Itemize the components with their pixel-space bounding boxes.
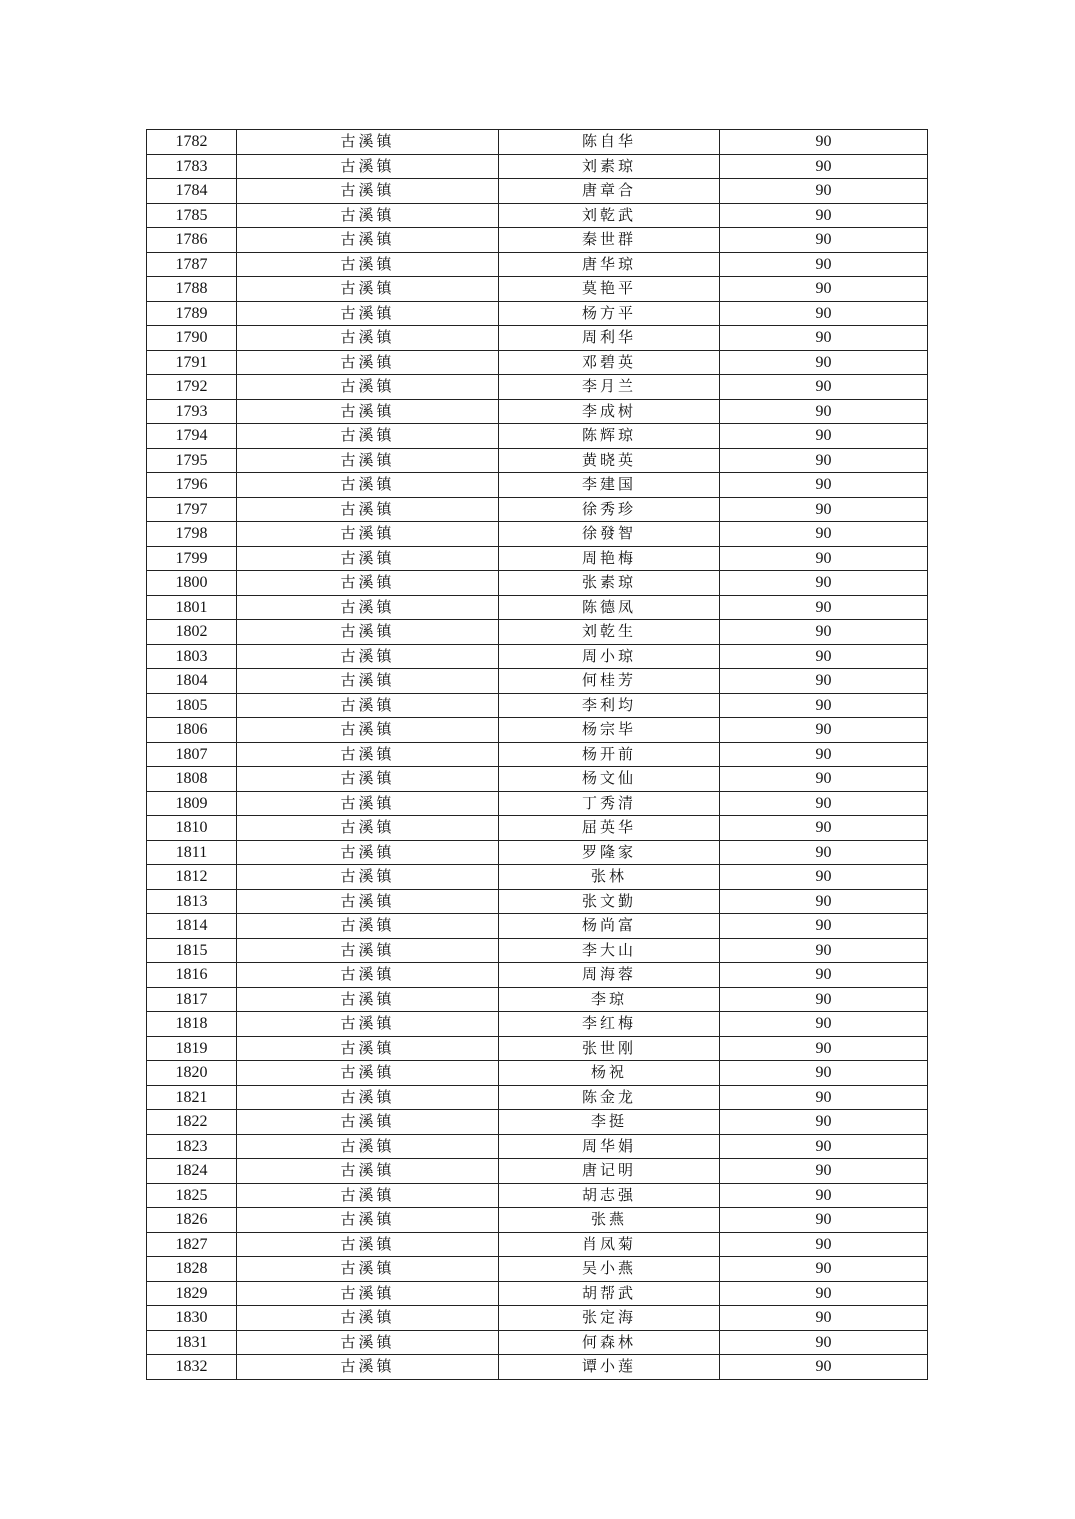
cell-town: 古溪镇 <box>237 252 499 277</box>
cell-amount: 90 <box>720 1355 928 1380</box>
cell-amount: 90 <box>720 963 928 988</box>
cell-person-name: 杨尚富 <box>499 914 720 939</box>
cell-person-name: 李成树 <box>499 399 720 424</box>
cell-serial-number: 1783 <box>147 154 237 179</box>
cell-town: 古溪镇 <box>237 571 499 596</box>
cell-town: 古溪镇 <box>237 669 499 694</box>
cell-amount: 90 <box>720 448 928 473</box>
cell-serial-number: 1793 <box>147 399 237 424</box>
cell-serial-number: 1814 <box>147 914 237 939</box>
cell-amount: 90 <box>720 889 928 914</box>
cell-person-name: 杨文仙 <box>499 767 720 792</box>
cell-amount: 90 <box>720 497 928 522</box>
cell-amount: 90 <box>720 767 928 792</box>
cell-person-name: 张定海 <box>499 1306 720 1331</box>
table-row <box>147 914 928 939</box>
table-row <box>147 424 928 449</box>
cell-person-name: 张文勤 <box>499 889 720 914</box>
cell-amount: 90 <box>720 669 928 694</box>
table-row <box>147 130 928 155</box>
cell-town: 古溪镇 <box>237 718 499 743</box>
cell-serial-number: 1787 <box>147 252 237 277</box>
cell-amount: 90 <box>720 130 928 155</box>
table-row <box>147 1330 928 1355</box>
cell-serial-number: 1819 <box>147 1036 237 1061</box>
cell-town: 古溪镇 <box>237 399 499 424</box>
cell-amount: 90 <box>720 718 928 743</box>
cell-amount: 90 <box>720 546 928 571</box>
cell-amount: 90 <box>720 1306 928 1331</box>
cell-person-name: 唐章合 <box>499 179 720 204</box>
cell-person-name: 李琼 <box>499 987 720 1012</box>
cell-amount: 90 <box>720 938 928 963</box>
cell-person-name: 罗隆家 <box>499 840 720 865</box>
cell-serial-number: 1785 <box>147 203 237 228</box>
cell-amount: 90 <box>720 840 928 865</box>
cell-town: 古溪镇 <box>237 350 499 375</box>
cell-town: 古溪镇 <box>237 963 499 988</box>
table-row <box>147 963 928 988</box>
cell-town: 古溪镇 <box>237 228 499 253</box>
cell-person-name: 谭小莲 <box>499 1355 720 1380</box>
cell-town: 古溪镇 <box>237 277 499 302</box>
cell-serial-number: 1799 <box>147 546 237 571</box>
cell-person-name: 周海蓉 <box>499 963 720 988</box>
table-row <box>147 1134 928 1159</box>
cell-town: 古溪镇 <box>237 1183 499 1208</box>
cell-town: 古溪镇 <box>237 767 499 792</box>
cell-town: 古溪镇 <box>237 816 499 841</box>
cell-serial-number: 1810 <box>147 816 237 841</box>
table-row <box>147 718 928 743</box>
cell-serial-number: 1831 <box>147 1330 237 1355</box>
table-row <box>147 791 928 816</box>
table-row <box>147 644 928 669</box>
cell-amount: 90 <box>720 1232 928 1257</box>
cell-amount: 90 <box>720 1061 928 1086</box>
table-row <box>147 301 928 326</box>
cell-person-name: 李红梅 <box>499 1012 720 1037</box>
cell-person-name: 陈德凤 <box>499 595 720 620</box>
cell-amount: 90 <box>720 203 928 228</box>
cell-serial-number: 1782 <box>147 130 237 155</box>
table-row <box>147 1281 928 1306</box>
cell-serial-number: 1832 <box>147 1355 237 1380</box>
table-row <box>147 571 928 596</box>
cell-amount: 90 <box>720 1257 928 1282</box>
cell-person-name: 李利均 <box>499 693 720 718</box>
cell-person-name: 李挺 <box>499 1110 720 1135</box>
cell-town: 古溪镇 <box>237 1232 499 1257</box>
cell-town: 古溪镇 <box>237 620 499 645</box>
cell-town: 古溪镇 <box>237 1355 499 1380</box>
cell-person-name: 刘素琼 <box>499 154 720 179</box>
cell-town: 古溪镇 <box>237 522 499 547</box>
table-row <box>147 938 928 963</box>
cell-amount: 90 <box>720 399 928 424</box>
cell-serial-number: 1792 <box>147 375 237 400</box>
cell-serial-number: 1807 <box>147 742 237 767</box>
table-row <box>147 497 928 522</box>
cell-person-name: 周小琼 <box>499 644 720 669</box>
cell-person-name: 屈英华 <box>499 816 720 841</box>
cell-amount: 90 <box>720 228 928 253</box>
cell-town: 古溪镇 <box>237 742 499 767</box>
cell-town: 古溪镇 <box>237 595 499 620</box>
cell-serial-number: 1826 <box>147 1208 237 1233</box>
cell-person-name: 刘乾生 <box>499 620 720 645</box>
cell-amount: 90 <box>720 1159 928 1184</box>
table-row <box>147 203 928 228</box>
table-row <box>147 987 928 1012</box>
cell-town: 古溪镇 <box>237 865 499 890</box>
table-row <box>147 473 928 498</box>
cell-town: 古溪镇 <box>237 497 499 522</box>
cell-amount: 90 <box>720 914 928 939</box>
cell-town: 古溪镇 <box>237 987 499 1012</box>
table-row <box>147 816 928 841</box>
table-row <box>147 767 928 792</box>
cell-person-name: 肖凤菊 <box>499 1232 720 1257</box>
cell-person-name: 周艳梅 <box>499 546 720 571</box>
cell-serial-number: 1811 <box>147 840 237 865</box>
cell-town: 古溪镇 <box>237 424 499 449</box>
cell-person-name: 杨开前 <box>499 742 720 767</box>
cell-amount: 90 <box>720 375 928 400</box>
cell-person-name: 何森林 <box>499 1330 720 1355</box>
table-row <box>147 350 928 375</box>
cell-amount: 90 <box>720 1036 928 1061</box>
table-row <box>147 1012 928 1037</box>
cell-amount: 90 <box>720 791 928 816</box>
cell-town: 古溪镇 <box>237 473 499 498</box>
cell-town: 古溪镇 <box>237 448 499 473</box>
table-row <box>147 1306 928 1331</box>
cell-person-name: 张林 <box>499 865 720 890</box>
cell-town: 古溪镇 <box>237 1061 499 1086</box>
table-row <box>147 1232 928 1257</box>
cell-town: 古溪镇 <box>237 644 499 669</box>
cell-amount: 90 <box>720 301 928 326</box>
cell-person-name: 何桂芳 <box>499 669 720 694</box>
cell-serial-number: 1821 <box>147 1085 237 1110</box>
table-row <box>147 1110 928 1135</box>
cell-person-name: 胡志强 <box>499 1183 720 1208</box>
table-row <box>147 252 928 277</box>
cell-serial-number: 1817 <box>147 987 237 1012</box>
cell-town: 古溪镇 <box>237 840 499 865</box>
cell-amount: 90 <box>720 987 928 1012</box>
cell-town: 古溪镇 <box>237 326 499 351</box>
cell-serial-number: 1784 <box>147 179 237 204</box>
table-row <box>147 1183 928 1208</box>
cell-amount: 90 <box>720 1183 928 1208</box>
cell-town: 古溪镇 <box>237 1257 499 1282</box>
table-row <box>147 620 928 645</box>
table-row <box>147 375 928 400</box>
cell-serial-number: 1825 <box>147 1183 237 1208</box>
cell-town: 古溪镇 <box>237 1085 499 1110</box>
cell-serial-number: 1802 <box>147 620 237 645</box>
cell-town: 古溪镇 <box>237 1208 499 1233</box>
cell-person-name: 莫艳平 <box>499 277 720 302</box>
cell-serial-number: 1816 <box>147 963 237 988</box>
cell-town: 古溪镇 <box>237 693 499 718</box>
cell-amount: 90 <box>720 644 928 669</box>
cell-serial-number: 1815 <box>147 938 237 963</box>
cell-town: 古溪镇 <box>237 375 499 400</box>
cell-person-name: 黄晓英 <box>499 448 720 473</box>
cell-serial-number: 1818 <box>147 1012 237 1037</box>
table-row <box>147 154 928 179</box>
table-row <box>147 1061 928 1086</box>
cell-serial-number: 1801 <box>147 595 237 620</box>
cell-person-name: 杨宗毕 <box>499 718 720 743</box>
cell-person-name: 张世刚 <box>499 1036 720 1061</box>
table-row <box>147 840 928 865</box>
cell-amount: 90 <box>720 179 928 204</box>
cell-town: 古溪镇 <box>237 1159 499 1184</box>
cell-amount: 90 <box>720 473 928 498</box>
cell-amount: 90 <box>720 252 928 277</box>
cell-serial-number: 1805 <box>147 693 237 718</box>
cell-town: 古溪镇 <box>237 1306 499 1331</box>
table-row <box>147 522 928 547</box>
cell-person-name: 徐秀珍 <box>499 497 720 522</box>
cell-person-name: 李月兰 <box>499 375 720 400</box>
cell-serial-number: 1822 <box>147 1110 237 1135</box>
cell-town: 古溪镇 <box>237 1110 499 1135</box>
cell-serial-number: 1813 <box>147 889 237 914</box>
cell-amount: 90 <box>720 277 928 302</box>
cell-amount: 90 <box>720 326 928 351</box>
cell-serial-number: 1796 <box>147 473 237 498</box>
cell-town: 古溪镇 <box>237 1281 499 1306</box>
cell-amount: 90 <box>720 595 928 620</box>
cell-serial-number: 1828 <box>147 1257 237 1282</box>
cell-person-name: 李建国 <box>499 473 720 498</box>
cell-serial-number: 1791 <box>147 350 237 375</box>
cell-amount: 90 <box>720 1012 928 1037</box>
cell-serial-number: 1798 <box>147 522 237 547</box>
cell-person-name: 胡帮武 <box>499 1281 720 1306</box>
cell-amount: 90 <box>720 1208 928 1233</box>
cell-person-name: 张燕 <box>499 1208 720 1233</box>
cell-person-name: 李大山 <box>499 938 720 963</box>
table-row <box>147 179 928 204</box>
table-row <box>147 669 928 694</box>
cell-amount: 90 <box>720 1085 928 1110</box>
cell-serial-number: 1794 <box>147 424 237 449</box>
cell-serial-number: 1806 <box>147 718 237 743</box>
cell-serial-number: 1824 <box>147 1159 237 1184</box>
cell-amount: 90 <box>720 742 928 767</box>
cell-serial-number: 1788 <box>147 277 237 302</box>
cell-serial-number: 1789 <box>147 301 237 326</box>
cell-person-name: 杨祝 <box>499 1061 720 1086</box>
cell-town: 古溪镇 <box>237 154 499 179</box>
cell-serial-number: 1808 <box>147 767 237 792</box>
cell-serial-number: 1786 <box>147 228 237 253</box>
cell-town: 古溪镇 <box>237 938 499 963</box>
cell-serial-number: 1809 <box>147 791 237 816</box>
table-row <box>147 448 928 473</box>
cell-person-name: 吴小燕 <box>499 1257 720 1282</box>
cell-town: 古溪镇 <box>237 546 499 571</box>
cell-town: 古溪镇 <box>237 203 499 228</box>
roster-table <box>146 129 928 1380</box>
cell-town: 古溪镇 <box>237 889 499 914</box>
table-row <box>147 326 928 351</box>
cell-person-name: 陈自华 <box>499 130 720 155</box>
cell-amount: 90 <box>720 1330 928 1355</box>
cell-serial-number: 1797 <box>147 497 237 522</box>
cell-serial-number: 1800 <box>147 571 237 596</box>
cell-town: 古溪镇 <box>237 1134 499 1159</box>
table-row <box>147 865 928 890</box>
cell-person-name: 邓碧英 <box>499 350 720 375</box>
cell-amount: 90 <box>720 571 928 596</box>
cell-town: 古溪镇 <box>237 130 499 155</box>
cell-town: 古溪镇 <box>237 791 499 816</box>
cell-amount: 90 <box>720 620 928 645</box>
cell-town: 古溪镇 <box>237 1330 499 1355</box>
cell-amount: 90 <box>720 522 928 547</box>
table-row <box>147 1159 928 1184</box>
cell-amount: 90 <box>720 816 928 841</box>
cell-person-name: 丁秀清 <box>499 791 720 816</box>
cell-serial-number: 1804 <box>147 669 237 694</box>
table-row <box>147 1085 928 1110</box>
table-row <box>147 546 928 571</box>
cell-serial-number: 1823 <box>147 1134 237 1159</box>
cell-serial-number: 1795 <box>147 448 237 473</box>
cell-serial-number: 1820 <box>147 1061 237 1086</box>
cell-serial-number: 1812 <box>147 865 237 890</box>
cell-serial-number: 1827 <box>147 1232 237 1257</box>
cell-town: 古溪镇 <box>237 1012 499 1037</box>
table-row <box>147 1355 928 1380</box>
cell-serial-number: 1829 <box>147 1281 237 1306</box>
cell-person-name: 陈金龙 <box>499 1085 720 1110</box>
table-row <box>147 1208 928 1233</box>
cell-person-name: 周利华 <box>499 326 720 351</box>
cell-person-name: 唐记明 <box>499 1159 720 1184</box>
table-row <box>147 742 928 767</box>
cell-person-name: 杨方平 <box>499 301 720 326</box>
cell-person-name: 唐华琼 <box>499 252 720 277</box>
cell-person-name: 周华娟 <box>499 1134 720 1159</box>
cell-person-name: 徐發智 <box>499 522 720 547</box>
cell-serial-number: 1830 <box>147 1306 237 1331</box>
table-row <box>147 277 928 302</box>
cell-amount: 90 <box>720 154 928 179</box>
cell-amount: 90 <box>720 693 928 718</box>
table-row <box>147 693 928 718</box>
cell-amount: 90 <box>720 350 928 375</box>
cell-serial-number: 1790 <box>147 326 237 351</box>
cell-person-name: 秦世群 <box>499 228 720 253</box>
table-row <box>147 889 928 914</box>
roster-table-body <box>147 130 928 1380</box>
table-row <box>147 399 928 424</box>
cell-person-name: 张素琼 <box>499 571 720 596</box>
table-row <box>147 595 928 620</box>
cell-person-name: 刘乾武 <box>499 203 720 228</box>
cell-amount: 90 <box>720 1281 928 1306</box>
cell-person-name: 陈辉琼 <box>499 424 720 449</box>
cell-town: 古溪镇 <box>237 179 499 204</box>
cell-amount: 90 <box>720 424 928 449</box>
cell-town: 古溪镇 <box>237 301 499 326</box>
cell-amount: 90 <box>720 1110 928 1135</box>
cell-town: 古溪镇 <box>237 914 499 939</box>
cell-amount: 90 <box>720 865 928 890</box>
cell-amount: 90 <box>720 1134 928 1159</box>
table-row <box>147 1257 928 1282</box>
cell-serial-number: 1803 <box>147 644 237 669</box>
table-row <box>147 1036 928 1061</box>
table-row <box>147 228 928 253</box>
cell-town: 古溪镇 <box>237 1036 499 1061</box>
